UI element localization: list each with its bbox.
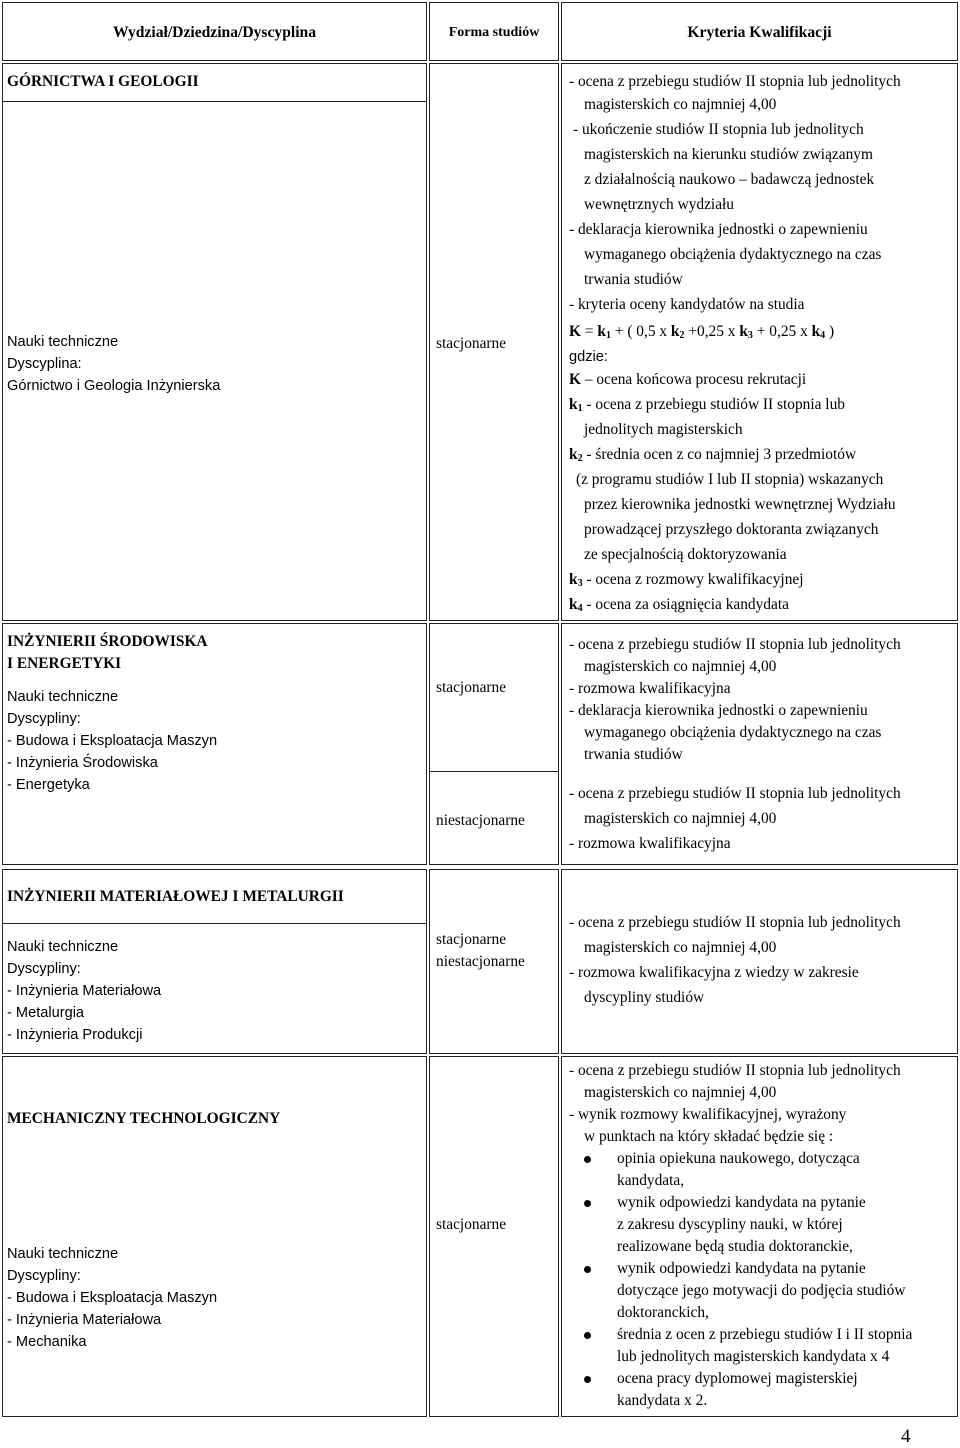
s2-field: Nauki techniczne	[7, 689, 119, 705]
page-number: 4	[901, 1426, 911, 1447]
s3-crit-line: dyscypliny studiów	[584, 989, 705, 1006]
def-text: - średnia ocen z co najmniej 3 przedmiotów	[582, 446, 857, 463]
s4-crit-line: - wynik rozmowy kwalifikacyjnej, wyrażony	[569, 1106, 847, 1123]
def-text: - ocena z rozmowy kwalifikacyjnej	[582, 571, 804, 588]
s1-crit-line: trwania studiów	[584, 271, 683, 288]
s2-faculty-name-cont: I ENERGETYKI	[7, 655, 122, 672]
s1-def-k4	[569, 594, 789, 620]
s3-faculty-divider	[2, 923, 427, 924]
s2-crit2-line: - ocena z przebiegu studiów II stopnia lub jednolitych	[569, 785, 901, 802]
bullet-icon	[584, 1332, 591, 1339]
s2-crit-line: - rozmowa kwalifikacyjna	[569, 680, 731, 697]
s4-crit-line: w punktach na który składać będzie się :	[584, 1128, 834, 1145]
s1-discipline-label: Dyscyplina:	[7, 356, 82, 372]
s2-discipline-label: Dyscypliny:	[7, 711, 81, 727]
s4-bullet-line: średnia z ocen z przebiegu studiów I i II stopnia	[617, 1326, 913, 1343]
def-text: - ocena za osiągnięcia kandydata	[582, 596, 789, 613]
s4-bullet-line: kandydata,	[617, 1172, 685, 1189]
s3-discipline: - Inżynieria Materiałowa	[7, 983, 162, 999]
bullet-icon	[584, 1376, 591, 1383]
s1-crit-line: wewnętrznych wydziału	[584, 196, 734, 213]
s4-form: stacjonarne	[436, 1216, 507, 1233]
s1-crit-line: wymaganego obciążenia dydaktycznego na czas	[584, 246, 882, 263]
s4-bullet-line: z zakresu dyscypliny nauki, w której	[617, 1216, 843, 1233]
s1-def-k1	[569, 394, 845, 420]
s1-def-k2	[569, 444, 856, 470]
s4-discipline: - Inżynieria Materiałowa	[7, 1312, 162, 1328]
s4-bullet-line: doktoranckich,	[617, 1304, 709, 1321]
s4-crit-line: magisterskich co najmniej 4,00	[584, 1084, 777, 1101]
s1-def-k2-cont: (z programu studiów I lub II stopnia) wskazanych	[576, 471, 884, 488]
s1-crit-line: - deklaracja kierownika jednostki o zapewnieniu	[569, 221, 868, 238]
formula-part: +0,25 x	[684, 323, 740, 340]
s1-crit-line: - ukończenie studiów II stopnia lub jednolitych	[573, 121, 864, 138]
s2-crit-line: trwania studiów	[584, 746, 683, 763]
s2-crit-line: wymaganego obciążenia dydaktycznego na czas	[584, 724, 882, 741]
s4-faculty-name: MECHANICZNY TECHNOLOGICZNY	[7, 1110, 281, 1127]
def-symbol: k	[569, 396, 578, 413]
s1-crit-line: - ocena z przebiegu studiów II stopnia lub jednolitych	[569, 73, 901, 90]
s4-bullet-line: ocena pracy dyplomowej magisterskiej	[617, 1370, 858, 1387]
s3-crit-line: magisterskich co najmniej 4,00	[584, 939, 777, 956]
s2-form-divider	[429, 771, 559, 772]
def-sub: 3	[577, 578, 583, 589]
s3-discipline-label: Dyscypliny:	[7, 961, 81, 977]
s3-faculty-name: INŻYNIERII MATERIAŁOWEJ I METALURGII	[7, 888, 344, 905]
formula-k: k	[670, 323, 680, 340]
s1-def-k2-cont: ze specjalnością doktoryzowania	[584, 546, 787, 563]
s1-def-k3	[569, 569, 804, 595]
def-sub: 2	[577, 453, 583, 464]
s2-discipline: - Energetyka	[7, 777, 90, 793]
s3-discipline: - Inżynieria Produkcji	[7, 1027, 143, 1043]
s1-def-k1-cont: jednolitych magisterskich	[584, 421, 743, 438]
s4-crit-line: - ocena z przebiegu studiów II stopnia lub jednolitych	[569, 1062, 901, 1079]
s2-form-full-time: stacjonarne	[436, 679, 507, 696]
s3-form-part-time: niestacjonarne	[436, 953, 525, 970]
s4-discipline: - Mechanika	[7, 1334, 87, 1350]
s2-crit-line: - ocena z przebiegu studiów II stopnia lub jednolitych	[569, 636, 901, 653]
formula-part: + 0,25 x	[752, 323, 812, 340]
s4-bullet-line: opinia opiekuna naukowego, dotycząca	[617, 1150, 860, 1167]
s4-bullet-line: dotyczące jego motywacji do podjęcia studiów	[617, 1282, 906, 1299]
formula-k: k	[597, 323, 606, 340]
def-symbol: k	[569, 446, 578, 463]
s1-crit-line: z działalnością naukowo – badawczą jednostek	[584, 171, 875, 188]
s1-def-K	[569, 369, 806, 391]
s2-faculty-name: INŻYNIERII ŚRODOWISKA	[7, 633, 208, 650]
s3-field: Nauki techniczne	[7, 939, 119, 955]
s4-bullet-line: lub jednolitych magisterskich kandydata x 4	[617, 1348, 890, 1365]
s2-crit2-line: - rozmowa kwalifikacyjna	[569, 835, 731, 852]
formula-sub: 1	[605, 330, 611, 341]
s1-faculty-divider	[2, 101, 427, 102]
formula-part: + ( 0,5 x	[610, 323, 671, 340]
def-text: - ocena z przebiegu studiów II stopnia lub	[582, 396, 845, 413]
formula-k: k	[811, 323, 821, 340]
s4-bullet-line: wynik odpowiedzi kandydata na pytanie	[617, 1260, 866, 1277]
s4-discipline-label: Dyscypliny:	[7, 1268, 81, 1284]
def-sub: 1	[577, 403, 583, 414]
formula-part: )	[825, 323, 835, 340]
s3-crit-line: - rozmowa kwalifikacyjna z wiedzy w zakresie	[569, 964, 859, 981]
formula-eq: =	[580, 323, 598, 340]
def-symbol: K	[569, 371, 581, 388]
s1-formula	[569, 321, 834, 347]
s1-crit-line: magisterskich na kierunku studiów związanym	[584, 146, 873, 163]
s3-form-full-time: stacjonarne	[436, 931, 507, 948]
formula-sub: 2	[679, 330, 685, 341]
s1-crit-line: magisterskich co najmniej 4,00	[584, 96, 777, 113]
bullet-icon	[584, 1266, 591, 1273]
def-sub: 4	[577, 603, 583, 614]
s4-field: Nauki techniczne	[7, 1246, 119, 1262]
s2-crit-line: - deklaracja kierownika jednostki o zapewnieniu	[569, 702, 868, 719]
s2-crit-line: magisterskich co najmniej 4,00	[584, 658, 777, 675]
header-faculty-title: Wydział/Dziedzina/Dyscyplina	[112, 24, 316, 41]
s1-def-k2-cont: prowadzącej przyszłego doktoranta związanych	[584, 521, 879, 538]
formula-sub: 4	[820, 330, 826, 341]
def-symbol: k	[569, 571, 578, 588]
s3-crit-line: - ocena z przebiegu studiów II stopnia lub jednolitych	[569, 914, 901, 931]
def-symbol: k	[569, 596, 578, 613]
bullet-icon	[584, 1200, 591, 1207]
formula-K: K	[569, 323, 581, 340]
def-text: – ocena końcowa procesu rekrutacji	[580, 371, 807, 388]
s1-form: stacjonarne	[436, 335, 507, 352]
s4-bullet-line: realizowane będą studia doktoranckie,	[617, 1238, 853, 1255]
s3-discipline: - Metalurgia	[7, 1005, 85, 1021]
bullet-icon	[584, 1156, 591, 1163]
s1-def-k2-cont: przez kierownika jednostki wewnętrznej Wydziału	[584, 496, 896, 513]
s1-discipline: Górnictwo i Geologia Inżynierska	[7, 378, 221, 394]
s4-bullet-line: wynik odpowiedzi kandydata na pytanie	[617, 1194, 866, 1211]
header-criteria-title: Kryteria Kwalifikacji	[687, 24, 832, 41]
header-form-title: Forma studiów	[448, 25, 540, 40]
s4-bullet-line: kandydata x 2.	[617, 1392, 708, 1409]
formula-sub: 3	[747, 330, 753, 341]
s2-discipline: - Inżynieria Środowiska	[7, 755, 158, 771]
s4-col2-box	[429, 1056, 559, 1417]
s2-crit2-line: magisterskich co najmniej 4,00	[584, 810, 777, 827]
s1-gdzie: gdzie:	[569, 349, 608, 365]
s1-faculty-name: GÓRNICTWA I GEOLOGII	[7, 73, 199, 90]
s2-form-part-time: niestacjonarne	[436, 812, 525, 829]
formula-k: k	[739, 323, 748, 340]
s2-discipline: - Budowa i Eksploatacja Maszyn	[7, 733, 218, 749]
s1-crit-line: - kryteria oceny kandydatów na studia	[569, 296, 805, 313]
s4-discipline: - Budowa i Eksploatacja Maszyn	[7, 1290, 218, 1306]
s1-field: Nauki techniczne	[7, 334, 119, 350]
